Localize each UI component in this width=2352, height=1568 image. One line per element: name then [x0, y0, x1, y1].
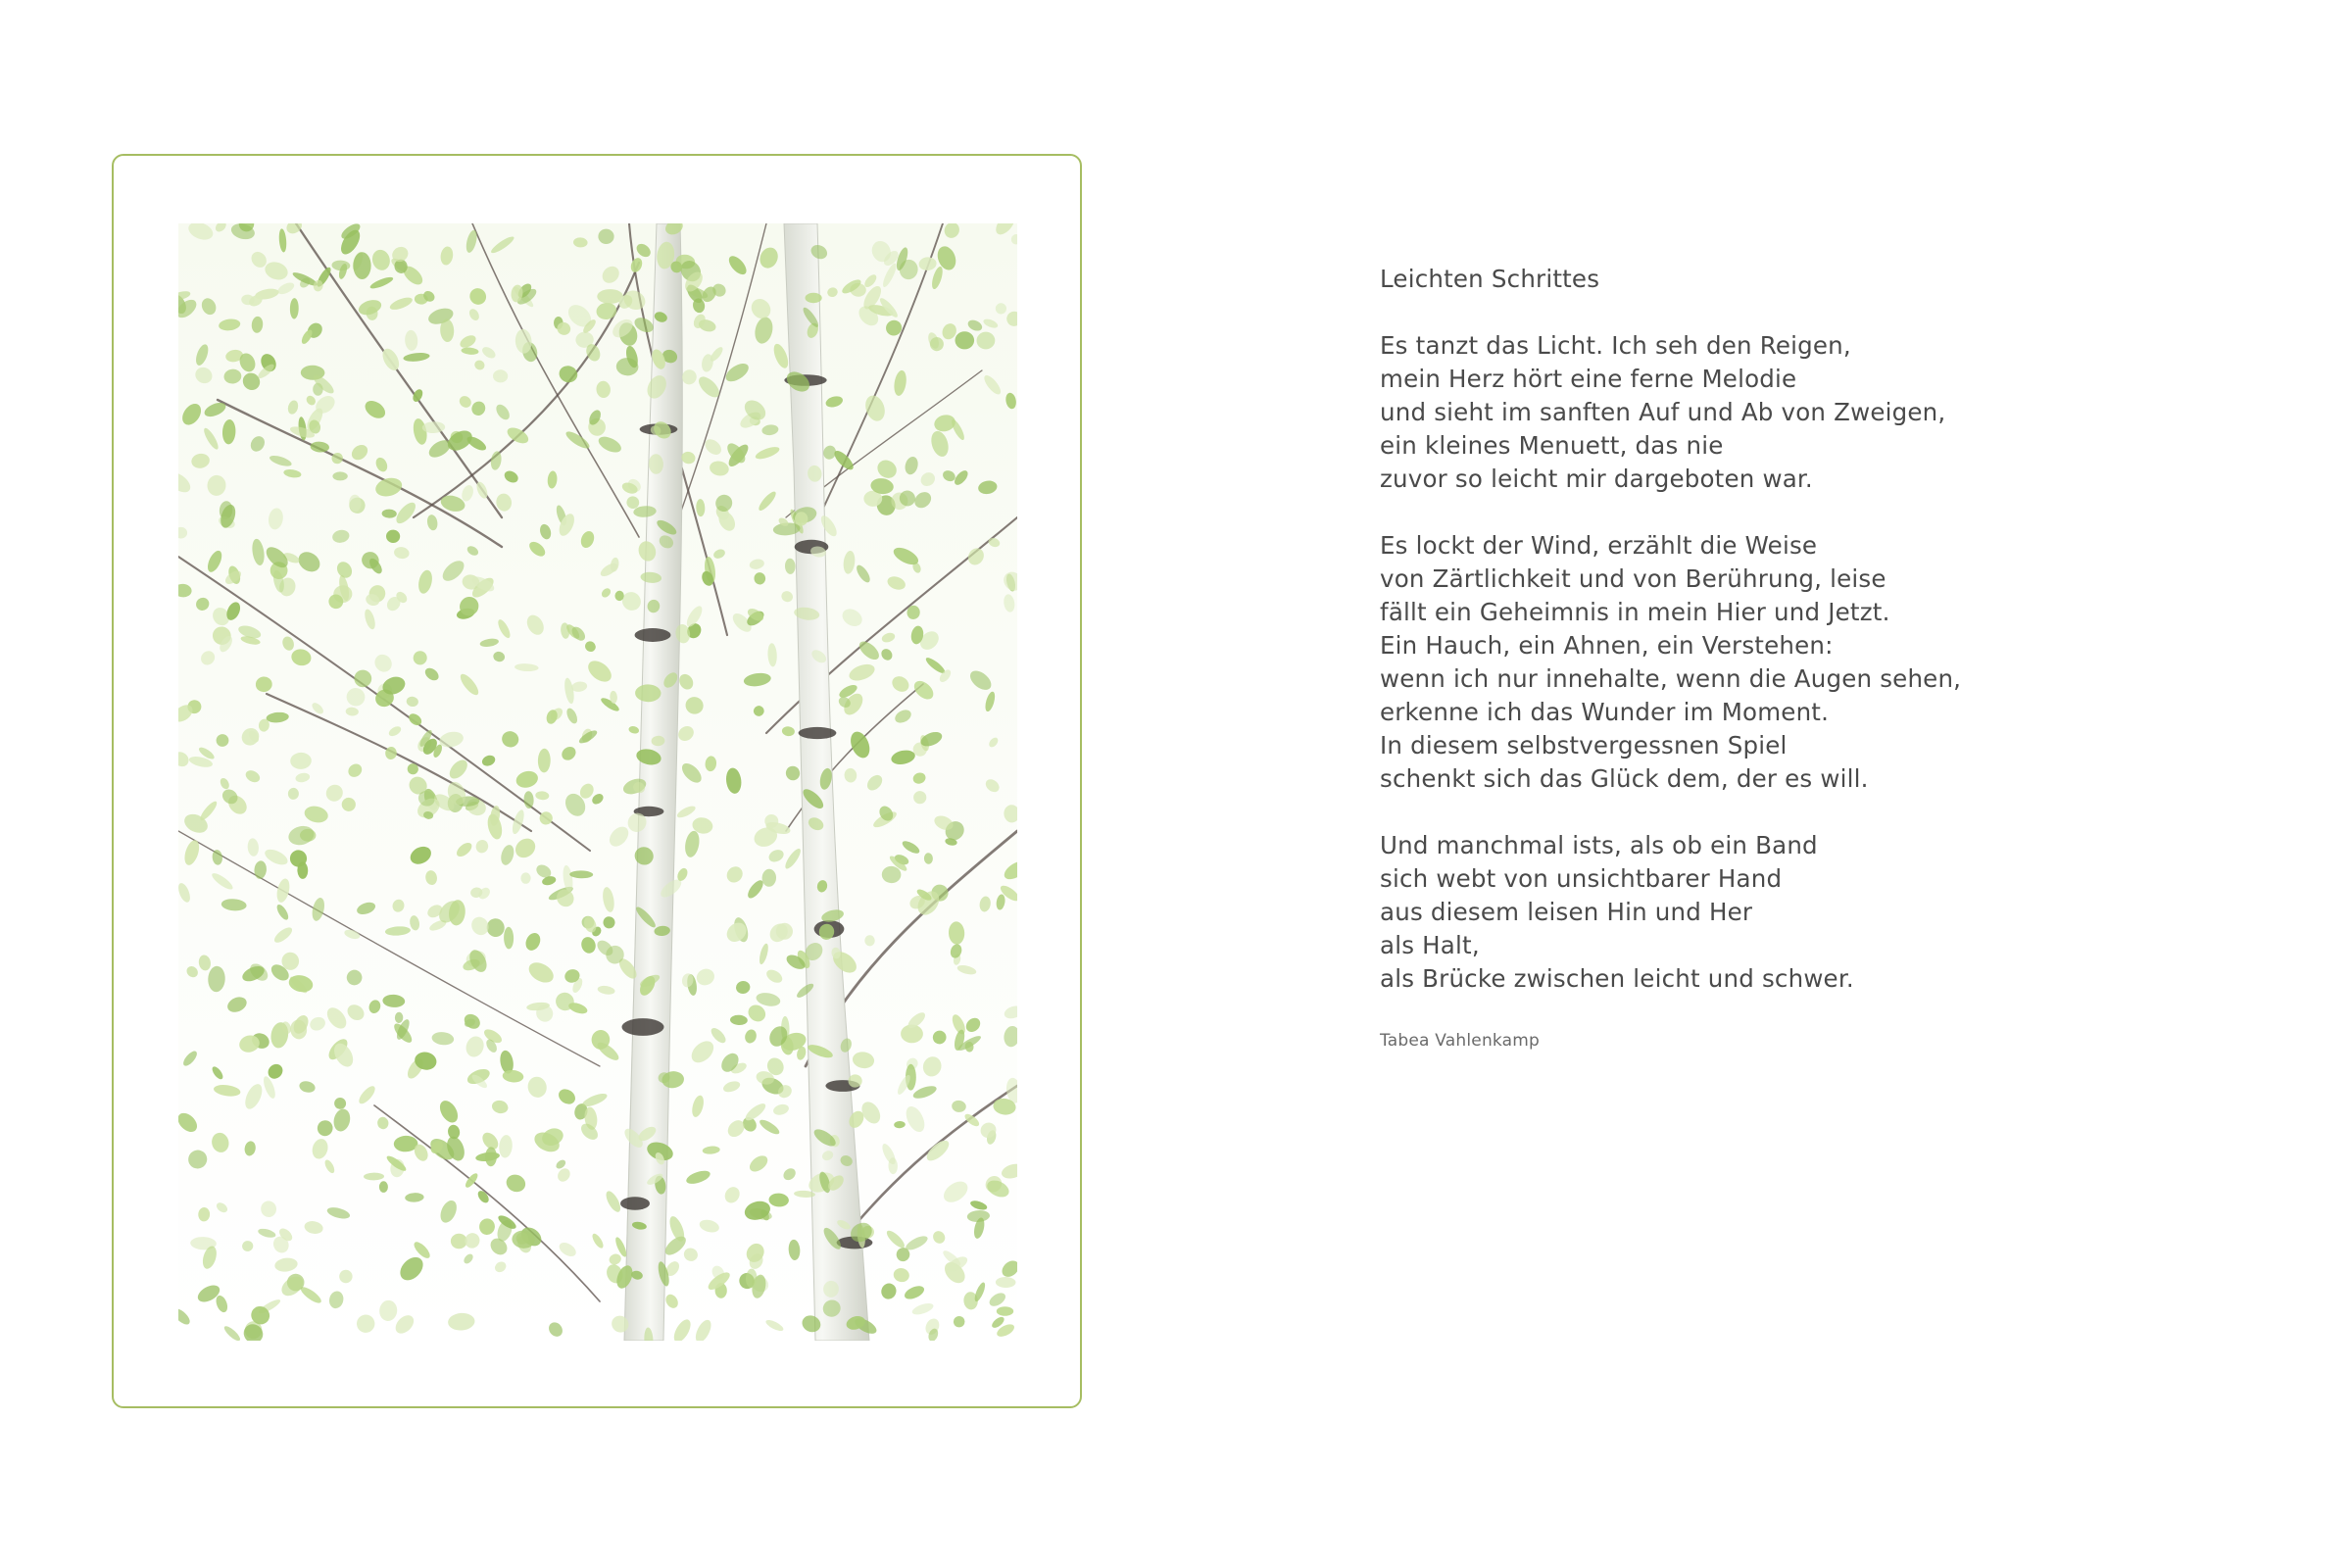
- poem-line: fällt ein Geheimnis in mein Hier und Jetzt.: [1380, 598, 1890, 626]
- poem-line: sich webt von unsichtbarer Hand: [1380, 864, 1783, 893]
- bark-mark: [635, 628, 671, 642]
- poem-line: von Zärtlichkeit und von Berührung, leise: [1380, 564, 1886, 593]
- poem: [1380, 263, 2125, 1053]
- leaf: [997, 1306, 1013, 1316]
- bark-mark: [621, 1018, 663, 1036]
- poem-line: In diesem selbstvergessnen Spiel: [1380, 731, 1788, 760]
- leaf: [956, 331, 975, 349]
- leaf: [795, 512, 808, 525]
- poem-line: als Halt,: [1380, 931, 1480, 959]
- stanza-2: [1380, 529, 2125, 796]
- poem-line: ein kleines Menuett, das nie: [1380, 431, 1724, 460]
- poem-line: Es tanzt das Licht. Ich seh den Reigen,: [1380, 331, 1851, 360]
- poem-line: Es lockt der Wind, erzählt die Weise: [1380, 531, 1818, 560]
- poem-line: und sieht im sanften Auf und Ab von Zweigen,: [1380, 398, 1946, 426]
- stanza-3: [1380, 829, 2125, 996]
- leaf: [353, 252, 370, 279]
- poem-line: als Brücke zwischen leicht und schwer.: [1380, 964, 1854, 993]
- poem-line: erkenne ich das Wunder im Moment.: [1380, 698, 1830, 726]
- poem-line: Ein Hauch, ein Ahnen, ein Verstehen:: [1380, 631, 1834, 660]
- poem-line: wenn ich nur innehalte, wenn die Augen sehen,: [1380, 664, 1962, 693]
- poem-line: aus diesem leisen Hin und Her: [1380, 898, 1753, 926]
- poem-line: zuvor so leicht mir dargeboten war.: [1380, 465, 1813, 493]
- poem-title: Leichten Schrittes: [1380, 265, 1600, 293]
- poem-line: mein Herz hört eine ferne Melodie: [1380, 365, 1797, 393]
- birch-tree-photo: [178, 223, 1017, 1341]
- bark-mark: [799, 727, 837, 739]
- poem-line: Und manchmal ists, als ob ein Band: [1380, 831, 1818, 859]
- leaf: [332, 471, 347, 480]
- bark-mark: [620, 1197, 650, 1210]
- poem-line: schenkt sich das Glück dem, der es will.: [1380, 764, 1869, 793]
- leaf: [379, 1181, 388, 1193]
- poem-author: Tabea Vahlenkamp: [1380, 1031, 1541, 1051]
- leaf: [806, 293, 822, 303]
- stanza-1: [1380, 329, 2125, 496]
